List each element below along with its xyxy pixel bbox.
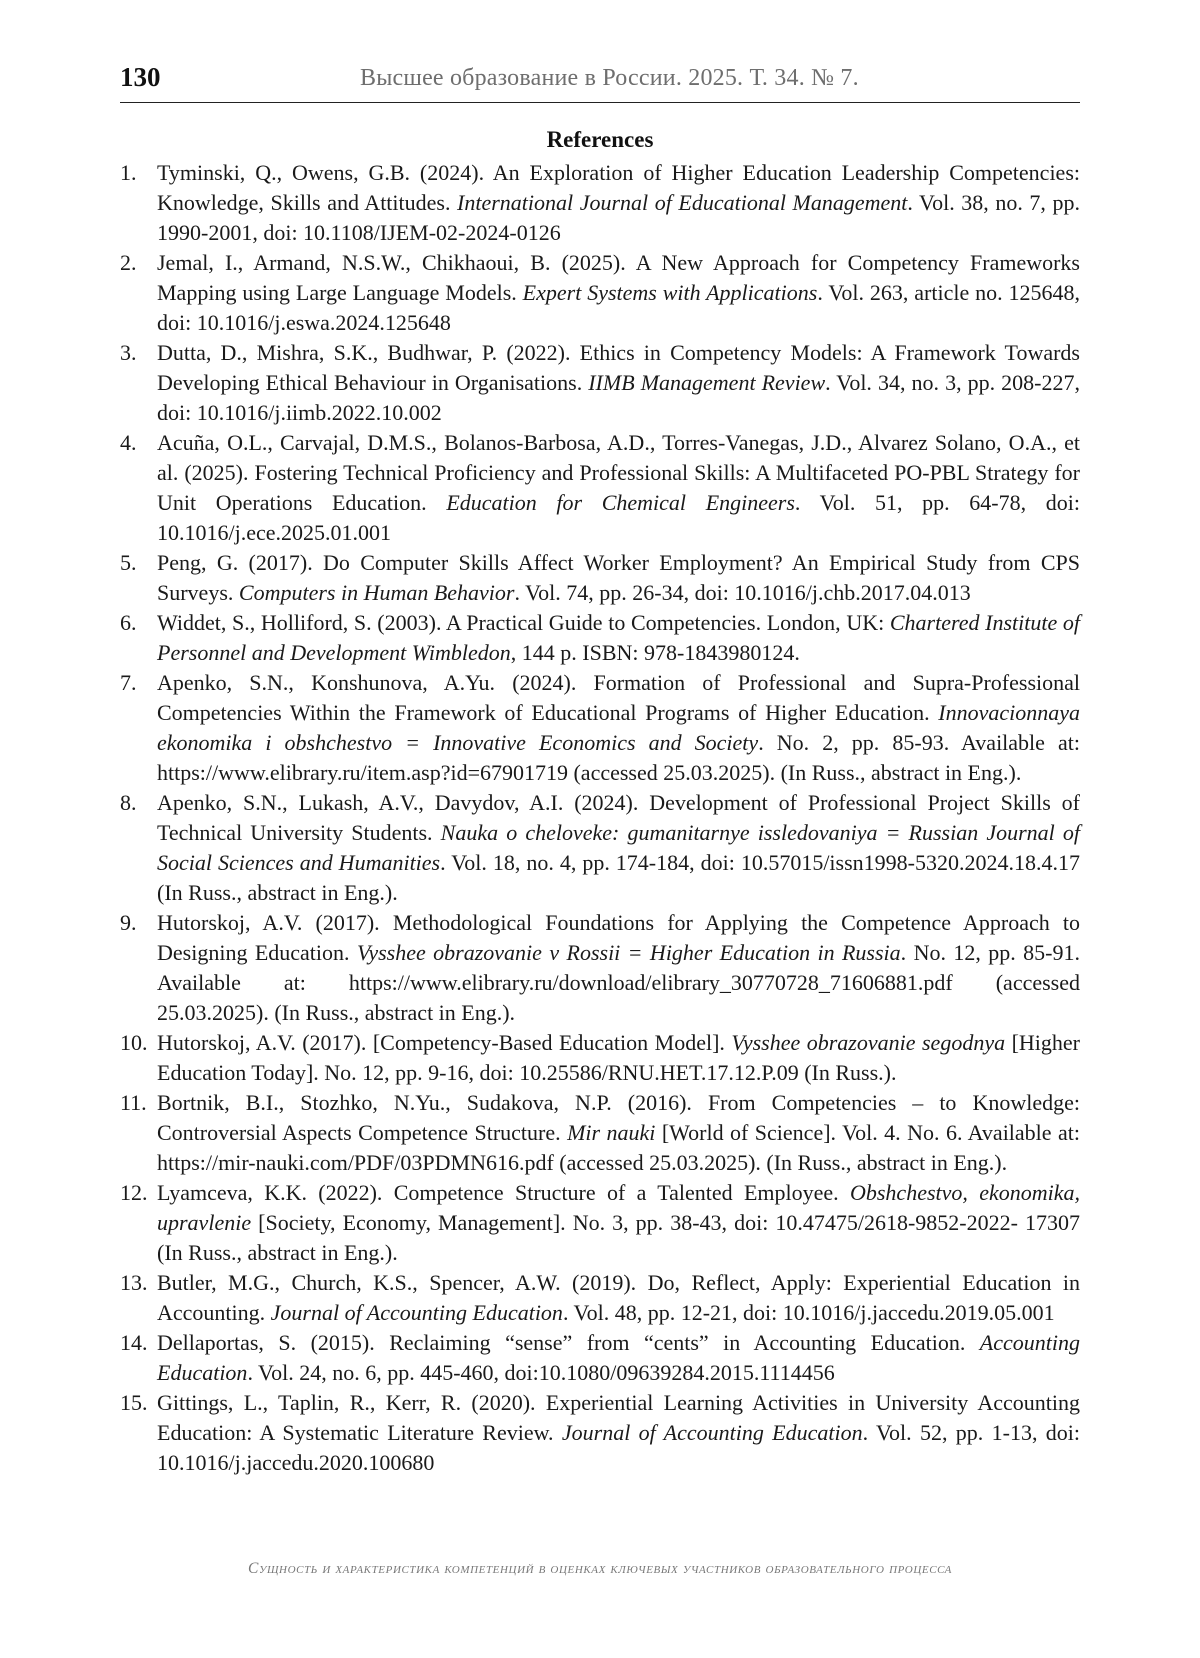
reference-details: . Vol. 51, pp. 64-78, doi: 10.1016/j.ece.2025.01.001 — [157, 490, 1080, 545]
reference-item — [120, 1178, 1080, 1268]
reference-list — [120, 158, 1080, 1478]
reference-number: 2. — [120, 250, 137, 275]
reference-authors-title: Dutta, D., Mishra, S.K., Budhwar, P. (2022). Ethics in Competency Models: A Framework Towards Developing Ethical Behaviour in Organisations. — [157, 340, 1080, 395]
reference-number: 5. — [120, 550, 137, 575]
reference-source: Nauka o cheloveke: gumanitarnye issledovaniya = Russian Journal of Social Sciences and Humanities — [157, 820, 1080, 875]
reference-authors-title: Tyminski, Q., Owens, G.B. (2024). An Exploration of Higher Education Leadership Competencies: Knowledge, Skills and Attitudes. — [157, 160, 1080, 215]
reference-item — [120, 788, 1080, 908]
reference-source: Mir nauki — [567, 1120, 656, 1145]
reference-item — [120, 428, 1080, 548]
reference-source: Journal of Accounting Education — [270, 1300, 563, 1325]
reference-number: 6. — [120, 610, 137, 635]
reference-details: . Vol. 263, article no. 125648, doi: 10.1016/j.eswa.2024.125648 — [157, 280, 1080, 335]
reference-number: 3. — [120, 340, 137, 365]
reference-authors-title: Jemal, I., Armand, N.S.W., Chikhaoui, B. (2025). A New Approach for Competency Frameworks Mapping using Large Language Models. — [157, 250, 1080, 305]
reference-item — [120, 338, 1080, 428]
reference-number: 11. — [120, 1090, 147, 1115]
reference-number: 4. — [120, 430, 137, 455]
reference-item — [120, 1268, 1080, 1328]
reference-source: Accounting Education — [157, 1330, 1080, 1385]
reference-details: [World of Science]. Vol. 4. No. 6. Available at: https://mir-nauki.com/PDF/03PDMN616.pdf (accessed 25.03.2025). (In Russ., abstract in Eng.). — [157, 1120, 1080, 1175]
page-header — [120, 60, 1080, 103]
references-heading: References — [546, 127, 654, 152]
reference-item — [120, 1088, 1080, 1178]
reference-details: . Vol. 24, no. 6, pp. 445-460, doi:10.1080/09639284.2015.1114456 — [247, 1360, 835, 1385]
reference-source: Obshchestvo, ekonomika, upravlenie — [157, 1180, 1080, 1235]
reference-source: Chartered Institute of Personnel and Development Wimbledon — [157, 610, 1081, 665]
reference-authors-title: Apenko, S.N., Konshunova, A.Yu. (2024). Formation of Professional and Supra-Professional Competencies Within the Framework of Educational Programs of Higher Education. — [157, 670, 1080, 725]
reference-item — [120, 248, 1080, 338]
reference-item — [120, 608, 1080, 668]
reference-number: 1. — [120, 160, 137, 185]
reference-details: . Vol. 38, no. 7, pp. 1990-2001, doi: 10.1108/IJEM-02-2024-0126 — [157, 190, 1080, 245]
reference-number: 8. — [120, 790, 137, 815]
reference-source: Education for Chemical Engineers — [446, 490, 795, 515]
reference-authors-title: Bortnik, B.I., Stozhko, N.Yu., Sudakova, N.P. (2016). From Competencies – to Knowledge: Controversial Aspects Competence Structure. — [157, 1090, 1080, 1145]
journal-running-title: Высшее образование в России. 2025. Т. 34. № 7. — [360, 65, 859, 91]
reference-details: . Vol. 48, pp. 12-21, doi: 10.1016/j.jaccedu.2019.05.001 — [562, 1300, 1055, 1325]
reference-source: International Journal of Educational Management — [457, 190, 908, 215]
reference-source: Vysshee obrazovanie v Rossii = Higher Education in Russia — [356, 940, 901, 965]
reference-item — [120, 158, 1080, 248]
reference-authors-title: Butler, M.G., Church, K.S., Spencer, A.W. (2019). Do, Reflect, Apply: Experiential Education in Accounting. — [157, 1270, 1080, 1325]
reference-details: [Society, Economy, Management]. No. 3, pp. 38-43, doi: 10.47475/2618-9852-2022- 17307 (In Russ., abstract in Eng.). — [157, 1210, 1080, 1265]
reference-number: 12. — [120, 1180, 148, 1205]
reference-details: . Vol. 34, no. 3, pp. 208-227, doi: 10.1016/j.iimb.2022.10.002 — [157, 370, 1080, 425]
reference-source: Vysshee obrazovanie segodnya — [731, 1030, 1006, 1055]
reference-item — [120, 668, 1080, 788]
reference-number: 10. — [120, 1030, 148, 1055]
reference-details: . No. 2, pp. 85-93. Available at: https://www.elibrary.ru/item.asp?id=67901719 (accessed 25.03.2025). (In Russ., abstract in Eng.). — [157, 730, 1080, 785]
reference-authors-title: Widdet, S., Holliford, S. (2003). A Practical Guide to Competencies. London, UK: — [157, 610, 890, 635]
reference-details: [Higher Education Today]. No. 12, pp. 9-16, doi: 10.25586/RNU.HET.17.12.P.09 (In Russ.). — [157, 1030, 1081, 1085]
page-number: 130 — [120, 62, 161, 92]
reference-item — [120, 908, 1080, 1028]
reference-number: 14. — [120, 1330, 148, 1355]
reference-source: Expert Systems with Applications — [522, 280, 818, 305]
reference-source: IIMB Management Review — [588, 370, 826, 395]
reference-item — [120, 1388, 1080, 1478]
reference-source: Journal of Accounting Education — [561, 1420, 863, 1445]
reference-number: 7. — [120, 670, 137, 695]
reference-details: . No. 12, pp. 85-91. Available at: https://www.elibrary.ru/download/elibrary_30770728_71606881.pdf (accessed 25.03.2025). (In Russ., abstract in Eng.). — [157, 940, 1080, 1025]
reference-item — [120, 548, 1080, 608]
reference-item — [120, 1028, 1080, 1088]
reference-item — [120, 1328, 1080, 1388]
reference-details: . Vol. 52, pp. 1-13, doi: 10.1016/j.jaccedu.2020.100680 — [157, 1420, 1080, 1475]
reference-number: 13. — [120, 1270, 148, 1295]
reference-details: . Vol. 18, no. 4, pp. 174-184, doi: 10.57015/issn1998-5320.2024.18.4.17 (In Russ., abstract in Eng.). — [157, 850, 1080, 905]
reference-source: Computers in Human Behavior — [238, 580, 515, 605]
reference-authors-title: Gittings, L., Taplin, R., Kerr, R. (2020). Experiential Learning Activities in University Accounting Education: A Systematic Literature Review. — [157, 1390, 1080, 1445]
reference-number: 9. — [120, 910, 137, 935]
reference-authors-title: Dellaportas, S. (2015). Reclaiming “sense” from “cents” in Accounting Education. — [157, 1330, 980, 1355]
reference-details: , 144 p. ISBN: 978-1843980124. — [510, 640, 800, 665]
reference-authors-title: Hutorskoj, A.V. (2017). Methodological Foundations for Applying the Competence Approach to Designing Education. — [157, 910, 1080, 965]
reference-authors-title: Peng, G. (2017). Do Computer Skills Affect Worker Employment? An Empirical Study from CPS Surveys. — [157, 550, 1080, 605]
reference-authors-title: Hutorskoj, A.V. (2017). [Competency-Based Education Model]. — [157, 1030, 732, 1055]
reference-authors-title: Apenko, S.N., Lukash, A.V., Davydov, A.I. (2024). Development of Professional Project Skills of Technical University Students. — [157, 790, 1080, 845]
reference-details: . Vol. 74, pp. 26-34, doi: 10.1016/j.chb.2017.04.013 — [514, 580, 971, 605]
reference-authors-title: Lyamceva, K.K. (2022). Competence Structure of a Talented Employee. — [157, 1180, 850, 1205]
reference-authors-title: Acuña, O.L., Carvajal, D.M.S., Bolanos-Barbosa, A.D., Torres-Vanegas, J.D., Alvarez Solano, O.A., et al. (2025). Fostering Technical Proficiency and Professional Skills: A Multifaceted PO-PBL Strategy for Unit Operations Education. — [157, 430, 1080, 515]
reference-source: Innovacionnaya ekonomika i obshchestvo = Innovative Economics and Society — [157, 700, 1080, 755]
reference-number: 15. — [120, 1390, 148, 1415]
running-footer: Сущность и характеристика компетенций в оценках ключевых участников образовательного процесса — [248, 1560, 952, 1577]
